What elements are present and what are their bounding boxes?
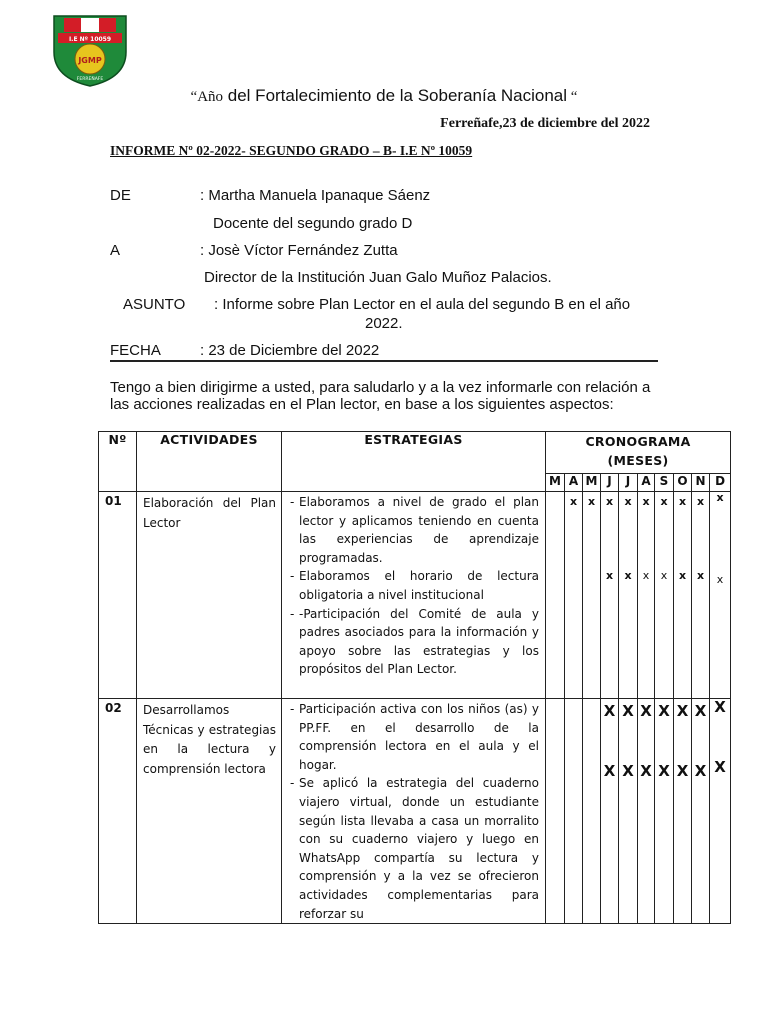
activities-table bbox=[98, 431, 731, 924]
month-header: J bbox=[619, 474, 638, 492]
schedule-mark: x bbox=[716, 491, 724, 504]
report-title: INFORME Nº 02-2022- SEGUNDO GRADO – B- I.E Nº 10059 bbox=[110, 143, 473, 158]
schedule-mark: x bbox=[716, 573, 724, 586]
schedule-mark: X bbox=[640, 702, 652, 720]
schedule-mark: x bbox=[696, 569, 705, 582]
schedule-cell bbox=[601, 492, 619, 699]
schedule-cell bbox=[638, 699, 655, 924]
schedule-cell bbox=[710, 699, 731, 924]
schedule-mark: X bbox=[694, 762, 707, 780]
schedule-mark: X bbox=[640, 762, 652, 780]
schedule-cell bbox=[692, 699, 710, 924]
schedule-mark: x bbox=[642, 495, 650, 508]
schedule-mark: x bbox=[660, 495, 668, 508]
schedule-mark: X bbox=[694, 702, 707, 720]
strategy-item: - Elaboramos a nivel de grado el plan lector y aplicamos teniendo en cuenta las experiencias de aprendizaje programadas. bbox=[288, 493, 539, 567]
row-activity: Elaboración del Plan Lector bbox=[137, 492, 282, 699]
schedule-mark: X bbox=[658, 702, 670, 720]
schedule-cell bbox=[638, 492, 655, 699]
strategy-item: - Elaboramos el horario de lectura obligatoria a nivel institucional bbox=[288, 567, 539, 604]
de-label: DE bbox=[110, 187, 131, 204]
header-num: Nº bbox=[99, 432, 137, 492]
schedule-mark: X bbox=[622, 762, 634, 780]
schedule-cell bbox=[546, 492, 565, 699]
schedule-mark: x bbox=[678, 495, 687, 508]
month-header: A bbox=[638, 474, 655, 492]
schedule-cell bbox=[674, 492, 692, 699]
schedule-cell bbox=[546, 699, 565, 924]
row-number: 02 bbox=[99, 699, 137, 924]
schedule-cell bbox=[565, 699, 583, 924]
schedule-cell bbox=[655, 699, 674, 924]
row-strategies bbox=[282, 699, 546, 924]
header-divider bbox=[110, 360, 658, 362]
a-value: : Josè Víctor Fernández Zutta bbox=[200, 242, 398, 259]
row-activity: Desarrollamos Técnicas y estrategias en la lectura y comprensión lectora bbox=[137, 699, 282, 924]
month-header: S bbox=[655, 474, 674, 492]
schedule-mark: x bbox=[624, 495, 632, 508]
strategy-item: - Se aplicó la estrategia del cuaderno viajero virtual, donde un estudiante según lista llevaba a casa un morralito con su cuaderno viajero y luego en WhatsApp compartía su lectura y comprensión y a la vez se ofrecieron actividades complementarias para reforzar su bbox=[288, 774, 539, 923]
dateline: Ferreñafe,23 de diciembre del 2022 bbox=[440, 116, 650, 131]
strategy-item: - -Participación del Comité de aula y padres asociados para la información y apoyo sobre las estrategias y los propósitos del Plan Lector. bbox=[288, 605, 539, 679]
schedule-mark: x bbox=[660, 569, 668, 582]
logo-top-text: I.E Nº 10059 bbox=[68, 36, 112, 43]
month-header: J bbox=[601, 474, 619, 492]
schedule-mark: X bbox=[676, 702, 689, 720]
schedule-mark: x bbox=[569, 495, 578, 508]
schedule-cell bbox=[565, 492, 583, 699]
schedule-cell bbox=[583, 492, 601, 699]
strategy-item: - Participación activa con los niños (as) y PP.FF. en el desarrollo de la comprensión lectora en el aula y el hogar. bbox=[288, 700, 539, 774]
table-row bbox=[99, 699, 731, 924]
schedule-mark: x bbox=[624, 569, 632, 582]
schedule-mark: X bbox=[622, 702, 634, 720]
schedule-cell bbox=[710, 492, 731, 699]
schedule-mark: x bbox=[605, 495, 614, 508]
logo-center-letters: JGMP bbox=[78, 56, 102, 65]
schedule-mark: X bbox=[714, 698, 726, 716]
schedule-cell bbox=[619, 492, 638, 699]
schedule-cell bbox=[583, 699, 601, 924]
header-strategies: ESTRATEGIAS bbox=[282, 432, 546, 492]
fecha-label: FECHA bbox=[110, 342, 161, 359]
schedule-mark: X bbox=[714, 758, 726, 776]
a-label: A bbox=[110, 242, 121, 259]
row-number: 01 bbox=[99, 492, 137, 699]
header-schedule-months: (MESES) bbox=[607, 453, 669, 468]
month-header: M bbox=[546, 474, 565, 492]
schedule-mark: x bbox=[642, 569, 650, 582]
a-role: Director de la Institución Juan Galo Muñoz Palacios. bbox=[204, 269, 552, 286]
fecha-value: : 23 de Diciembre del 2022 bbox=[200, 342, 380, 359]
month-header: N bbox=[692, 474, 710, 492]
schedule-mark: X bbox=[658, 762, 670, 780]
table-row bbox=[99, 492, 731, 699]
intro-paragraph: Tengo a bien dirigirme a usted, para saludarlo y a la vez informarle con relación a las acciones realizadas en el Plan lector, en base a los siguientes aspectos: bbox=[110, 379, 651, 413]
month-header: M bbox=[583, 474, 601, 492]
row-strategies bbox=[282, 492, 546, 699]
header-activities: ACTIVIDADES bbox=[137, 432, 282, 492]
asunto-continuation: 2022. bbox=[365, 315, 403, 332]
schedule-mark: X bbox=[603, 702, 616, 720]
header-schedule-title: CRONOGRAMA bbox=[585, 434, 691, 449]
asunto-label: ASUNTO bbox=[123, 296, 186, 313]
schedule-cell bbox=[601, 699, 619, 924]
month-header: D bbox=[710, 474, 731, 492]
header-schedule bbox=[546, 432, 731, 474]
schedule-mark: x bbox=[696, 495, 705, 508]
schedule-mark: x bbox=[587, 495, 596, 508]
schedule-mark: X bbox=[676, 762, 689, 780]
schedule-mark: X bbox=[603, 762, 616, 780]
month-header: O bbox=[674, 474, 692, 492]
school-crest-logo bbox=[50, 14, 130, 88]
schedule-cell bbox=[619, 699, 638, 924]
logo-bottom-text: FERREÑAFE bbox=[76, 77, 104, 82]
de-role: Docente del segundo grado D bbox=[213, 215, 413, 232]
national-motto: “Año del Fortalecimiento de la Soberanía Nacional “ bbox=[190, 86, 578, 105]
asunto-value: : Informe sobre Plan Lector en el aula del segundo B en el año bbox=[214, 296, 631, 313]
schedule-cell bbox=[674, 699, 692, 924]
month-header: A bbox=[565, 474, 583, 492]
de-value: : Martha Manuela Ipanaque Sáenz bbox=[200, 187, 431, 204]
schedule-mark: x bbox=[605, 569, 614, 582]
schedule-cell bbox=[692, 492, 710, 699]
schedule-cell bbox=[655, 492, 674, 699]
schedule-mark: x bbox=[678, 569, 687, 582]
